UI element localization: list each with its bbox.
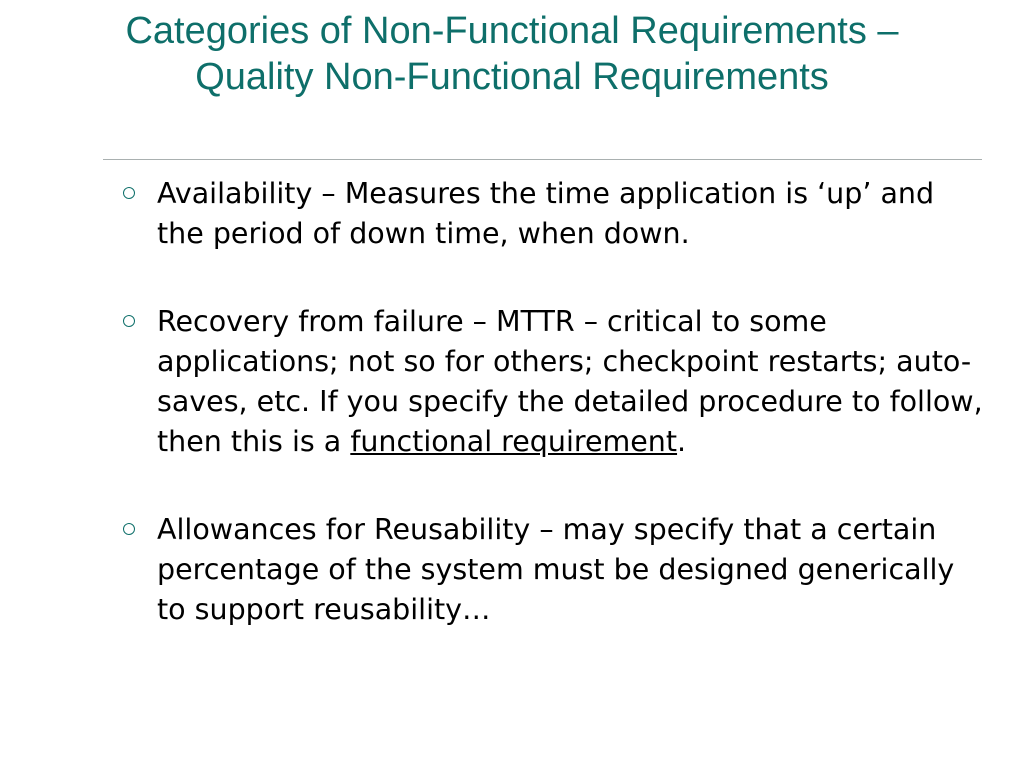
bullet-text-end: .	[677, 425, 687, 458]
bullet-availability	[118, 174, 988, 254]
bullet-text: Allowances for Reusability – may specify that a certain percentage of the system must be designed generically to support reusability…	[157, 513, 955, 626]
bullet-reusability	[118, 510, 988, 630]
bullet-text: Availability – Measures the time application is ‘up’ and the period of down time, when down.	[157, 177, 935, 250]
title-line-1: Categories of Non-Functional Requirements –	[125, 10, 899, 52]
hollow-circle-icon	[123, 523, 135, 535]
title-divider	[103, 159, 982, 160]
hollow-circle-icon	[123, 315, 135, 327]
underlined-term: functional requirement	[350, 425, 678, 458]
slide-title	[0, 8, 1024, 100]
bullet-list	[118, 174, 988, 678]
bullet-recovery	[118, 302, 988, 462]
hollow-circle-icon	[123, 187, 135, 199]
bullet-text: Recovery from failure – MTTR – critical to some applications; not so for others; checkpoint restarts; auto-saves, etc. If you specify the detailed procedure to follow, then this is a	[157, 305, 983, 458]
title-line-2: Quality Non-Functional Requirements	[195, 56, 829, 98]
